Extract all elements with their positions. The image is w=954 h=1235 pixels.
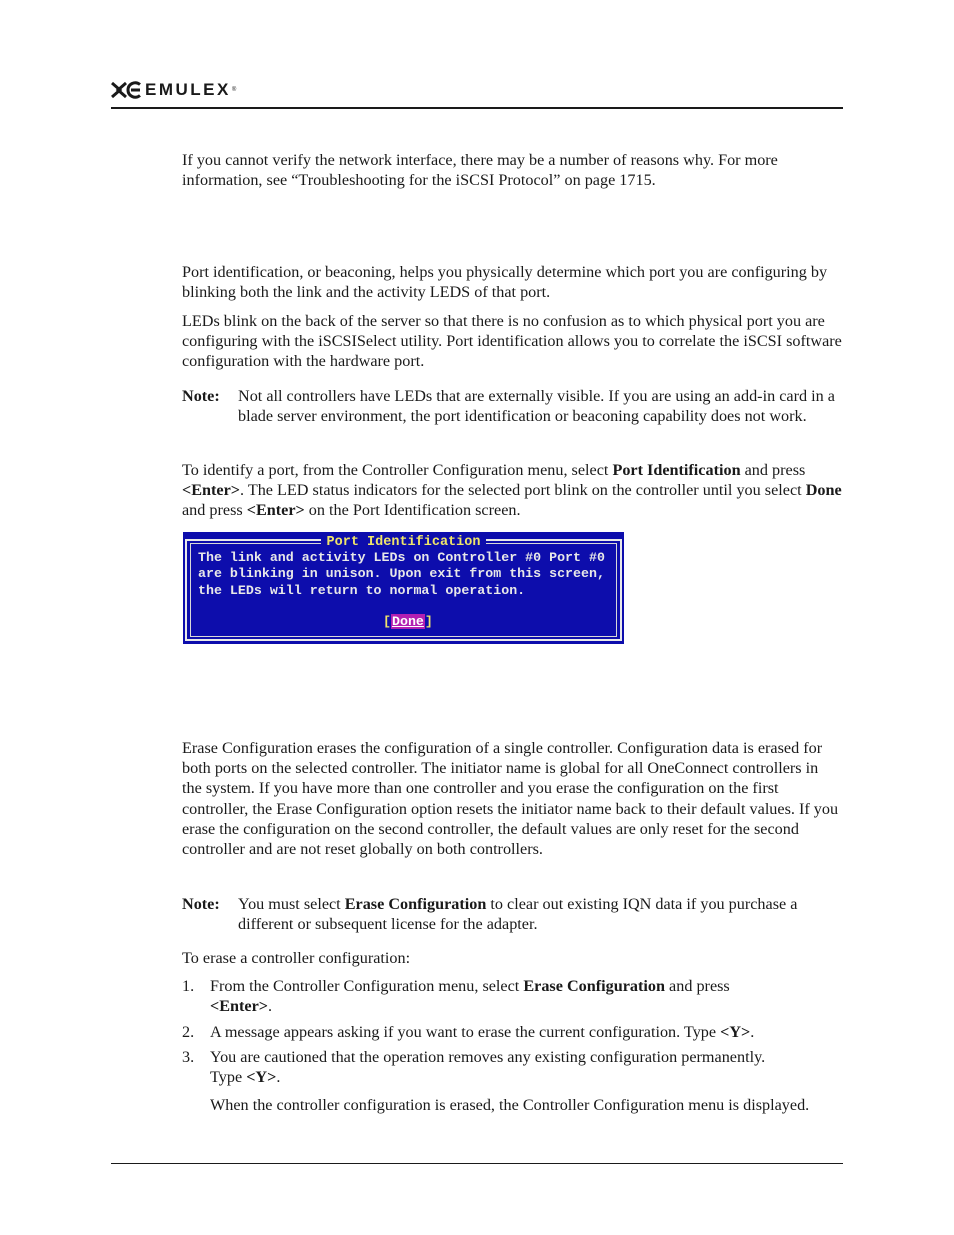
step-1 [182, 976, 842, 1016]
verify-network-paragraph: If you cannot verify the network interface, there may be a number of reasons why. For more information, see “Troubleshooting for the iSCSI Protocol” on page 1715. [182, 151, 778, 190]
note-label: Note: [182, 387, 220, 405]
screen-message [198, 550, 605, 599]
note-text: You must select Erase Configuration to clear out existing IQN data if you purchase a different or subsequent license for the adapter. [238, 895, 798, 934]
port-id-leds-paragraph: LEDs blink on the back of the server so that there is no confusion as to which physical port you are configuring with the iSCSISelect utility. Port identification allows you to correlate the iSCSI software configuration with the hardware port. [182, 312, 842, 371]
port-identification-screen [183, 532, 624, 644]
erase-intro: To erase a controller configuration: [182, 949, 411, 967]
note-label: Note: [182, 895, 220, 913]
step-text: From the Controller Configuration menu, select Erase Configuration and press <Enter>. [210, 977, 730, 1016]
done-button[interactable]: [Done] [383, 614, 433, 629]
step-number: 3. [182, 1048, 195, 1066]
step-number: 2. [182, 1023, 195, 1041]
step-3 [182, 1047, 842, 1087]
header-rule [111, 107, 843, 109]
screen-title: Port Identification [321, 535, 487, 550]
erase-config-paragraph: Erase Configuration erases the configuration of a single controller. Configuration data is erased for both ports on the selected controller. The initiator name is global for all OneConnect controllers in the system. If you have more than one controller and you erase the configuration on the first controller, the Erase Configuration option resets the initiator name back to their default values. If you erase the configuration on the second controller, the default values are only reset for the second controller and are not reset globally on both controllers. [182, 739, 839, 859]
note-text: Not all controllers have LEDs that are externally visible. If you are using an add-in card in a blade server environment, the port identification or beaconing capability does not work. [238, 387, 835, 426]
screen-line-2: are blinking in unison. Upon exit from this screen, [198, 566, 605, 582]
done-button-label[interactable]: Done [391, 614, 424, 629]
erase-result-paragraph: When the controller configuration is erased, the Controller Configuration menu is displayed. [210, 1096, 810, 1114]
step-2 [182, 1022, 842, 1042]
brand-name: EMULEX [145, 80, 231, 99]
screen-line-3: the LEDs will return to normal operation. [198, 582, 526, 598]
port-id-note [182, 386, 842, 426]
trademark-symbol: ® [231, 87, 237, 93]
port-id-instructions: To identify a port, from the Controller Configuration menu, select Port Identification and press <Enter>. The LED status indicators for the selected port blink on the controller until you select Done and press <Enter> on the Port Identification screen. [182, 461, 842, 520]
port-id-intro-paragraph: Port identification, or beaconing, helps you physically determine which port you are configuring by blinking both the link and the activity LEDS of that port. [182, 263, 828, 302]
screen-line-1: The link and activity LEDs on Controller #0 Port #0 [198, 550, 605, 565]
step-number: 1. [182, 977, 195, 995]
step-text: You are cautioned that the operation removes any existing configuration permanently. Type <Y>. [210, 1048, 766, 1087]
emulex-logo-icon [111, 81, 141, 99]
emulex-logo [111, 80, 236, 100]
screen-title-bar [183, 533, 624, 551]
erase-config-note [182, 894, 842, 934]
footer-rule [111, 1163, 843, 1164]
step-text: A message appears asking if you want to erase the current configuration. Type <Y>. [210, 1023, 755, 1041]
